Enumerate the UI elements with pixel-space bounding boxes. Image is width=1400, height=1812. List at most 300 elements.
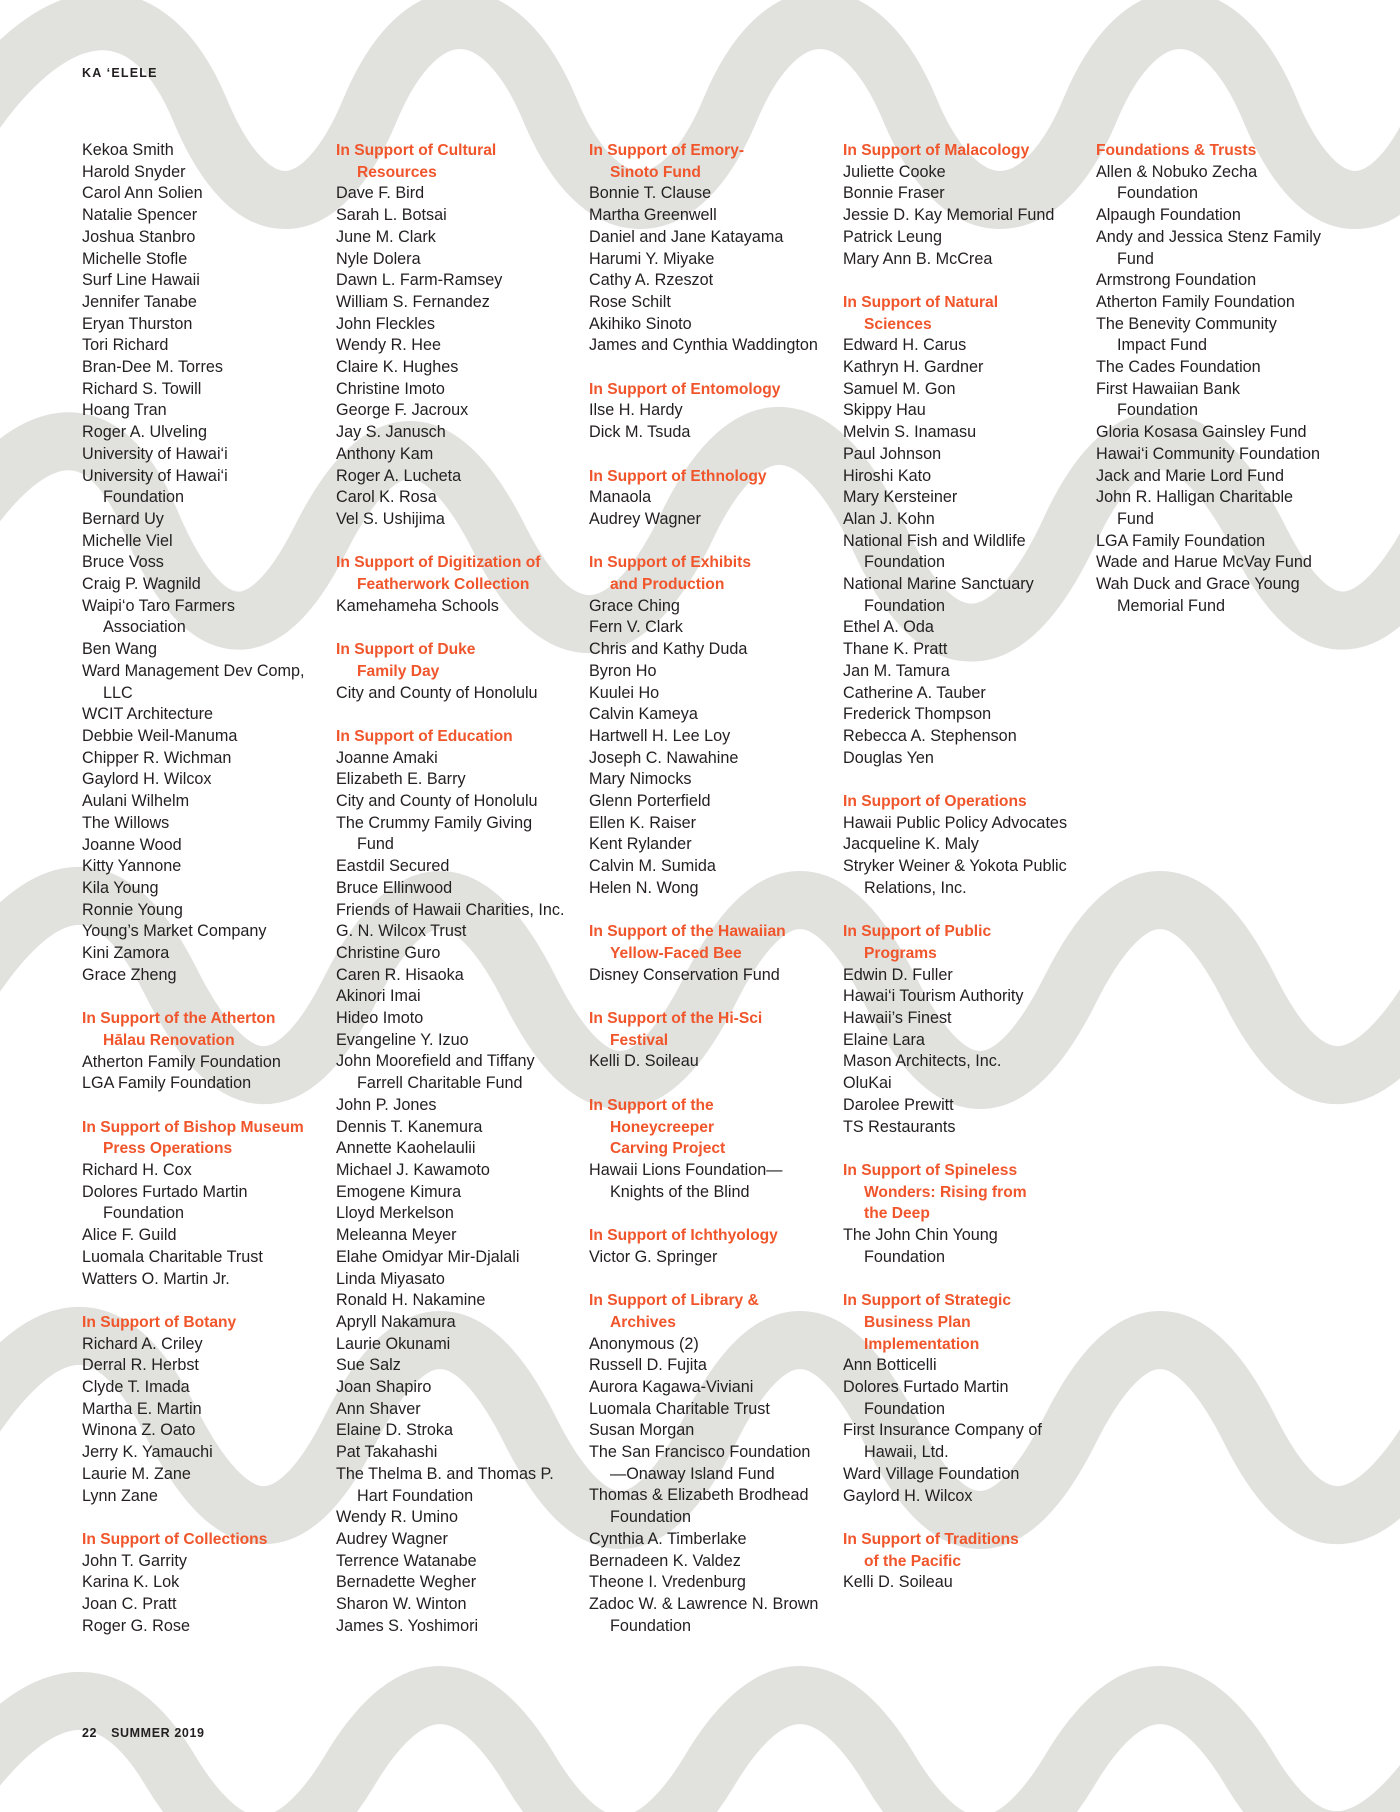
donor-name: Elaine D. Stroka <box>336 1421 453 1440</box>
section-spacer <box>589 1268 825 1290</box>
donor-name: Anonymous (2) <box>589 1334 699 1353</box>
section-heading: In Support of Bishop Museum <box>82 1118 304 1136</box>
donor-name-continued: Memorial Fund <box>1117 596 1225 615</box>
running-head: KA ‘ELELE <box>82 66 158 80</box>
section-spacer <box>336 531 572 553</box>
donor-name: Jan M. Tamura <box>843 661 950 680</box>
section-heading-continued: Press Operations <box>103 1140 233 1158</box>
donor-name: Manaola <box>589 488 652 507</box>
donor-name: Emogene Kimura <box>336 1182 462 1201</box>
donor-name: Wade and Harue McVay Fund <box>1096 553 1312 572</box>
donor-name: Claire K. Hughes <box>336 358 459 377</box>
donor-name-continued: Foundation <box>864 596 946 615</box>
section-heading-continued: Carving Project <box>610 1140 726 1158</box>
donor-name: Karina K. Lok <box>82 1573 180 1592</box>
donor-name: Harumi Y. Miyake <box>589 249 715 268</box>
donor-name: Victor G. Springer <box>589 1247 718 1266</box>
donor-name: Ben Wang <box>82 640 157 659</box>
donor-name: William S. Fernandez <box>336 292 490 311</box>
donor-name: Rose Schilt <box>589 292 671 311</box>
donor-name: Zadoc W. & Lawrence N. Brown <box>589 1594 819 1613</box>
section-spacer <box>336 617 572 639</box>
donor-name: The John Chin Young <box>843 1226 998 1245</box>
donor-name: James and Cynthia Waddington <box>589 336 818 355</box>
donor-name: Winona Z. Oato <box>82 1421 196 1440</box>
donor-name: Kuulei Ho <box>589 683 660 702</box>
donor-name: Alpaugh Foundation <box>1096 206 1241 225</box>
donor-name: Skippy Hau <box>843 401 926 420</box>
donor-name: Joanne Amaki <box>336 748 438 767</box>
donor-name: Clyde T. Imada <box>82 1378 190 1397</box>
section-heading-continued: Wonders: Rising from <box>864 1183 1027 1201</box>
section-spacer <box>82 1507 318 1529</box>
section-spacer <box>589 357 825 379</box>
donor-name: TS Restaurants <box>843 1117 956 1136</box>
donor-column-2 <box>336 140 572 1637</box>
donor-name: Linda Miyasato <box>336 1269 445 1288</box>
donor-name: Chipper R. Wichman <box>82 748 232 767</box>
donor-name-continued: Foundation <box>103 488 185 507</box>
donor-name-continued: Association <box>103 618 186 637</box>
donor-name: Alice F. Guild <box>82 1226 177 1245</box>
donor-name: University of Hawai‘i <box>82 466 228 485</box>
section-spacer <box>82 986 318 1008</box>
donor-name: Byron Ho <box>589 661 657 680</box>
donor-name: Wendy R. Hee <box>336 336 441 355</box>
donor-name: Sue Salz <box>336 1356 401 1375</box>
donor-name: The Cades Foundation <box>1096 358 1261 377</box>
donor-name: Dennis T. Kanemura <box>336 1117 483 1136</box>
section-heading: In Support of Traditions <box>843 1530 1019 1548</box>
donor-name: Hideo Imoto <box>336 1009 424 1028</box>
section-heading-continued: Honeycreeper <box>610 1118 715 1136</box>
section-heading-continued: Implementation <box>864 1335 980 1353</box>
donor-name: Grace Zheng <box>82 965 177 984</box>
donor-name: Roger A. Lucheta <box>336 466 462 485</box>
donor-name: Kelli D. Soileau <box>589 1052 699 1071</box>
donor-name: First Insurance Company of <box>843 1421 1042 1440</box>
donor-name: Waipi‘o Taro Farmers <box>82 596 235 615</box>
donor-name: Dick M. Tsuda <box>589 423 691 442</box>
section-spacer <box>589 531 825 553</box>
donor-name: Joan Shapiro <box>336 1378 432 1397</box>
donor-name: Bonnie Fraser <box>843 184 945 203</box>
donor-name: Hawai‘i Community Foundation <box>1096 444 1321 463</box>
donor-name: Caren R. Hisaoka <box>336 965 464 984</box>
donor-name: Bruce Ellinwood <box>336 878 453 897</box>
donor-name: Kamehameha Schools <box>336 596 499 615</box>
donor-name: The Thelma B. and Thomas P. <box>336 1464 554 1483</box>
section-heading: In Support of Public <box>843 923 992 941</box>
donor-name: Chris and Kathy Duda <box>589 640 748 659</box>
donor-name-continued: Foundation <box>864 1399 946 1418</box>
donor-name: Lynn Zane <box>82 1486 158 1505</box>
donor-name: Atherton Family Foundation <box>1096 292 1295 311</box>
donor-name: Christine Guro <box>336 943 441 962</box>
donor-name: Jack and Marie Lord Fund <box>1096 466 1285 485</box>
donor-name: Darolee Prewitt <box>843 1095 954 1114</box>
donor-name: The Crummy Family Giving <box>336 813 533 832</box>
section-heading-continued: Yellow-Faced Bee <box>610 944 742 962</box>
donor-name: Grace Ching <box>589 596 680 615</box>
donor-name-continued: Relations, Inc. <box>864 878 967 897</box>
donor-name: Laurie M. Zane <box>82 1464 191 1483</box>
donor-name: Dawn L. Farm-Ramsey <box>336 271 503 290</box>
donor-name: Anthony Kam <box>336 444 434 463</box>
page-number: 22 <box>82 1726 98 1740</box>
section-heading-continued: Resources <box>357 163 437 181</box>
donor-name: Apryll Nakamura <box>336 1312 456 1331</box>
donor-name: Juliette Cooke <box>843 162 946 181</box>
donor-name: Jay S. Janusch <box>336 423 446 442</box>
donor-name-continued: Hart Foundation <box>357 1486 474 1505</box>
donor-name: National Marine Sanctuary <box>843 575 1034 594</box>
donor-name: John Moorefield and Tiffany <box>336 1052 535 1071</box>
donor-name: Helen N. Wong <box>589 878 699 897</box>
section-heading: In Support of Natural <box>843 293 999 311</box>
section-heading: In Support of Botany <box>82 1313 237 1331</box>
donor-name: Glenn Porterfield <box>589 792 711 811</box>
donor-name-continued: Hawaii, Ltd. <box>864 1443 949 1462</box>
section-spacer <box>82 1290 318 1312</box>
section-heading: In Support of Duke <box>336 641 476 659</box>
donor-name: Paul Johnson <box>843 444 942 463</box>
donor-name: Audrey Wagner <box>589 509 701 528</box>
donor-name: Andy and Jessica Stenz Family <box>1096 227 1321 246</box>
section-heading: In Support of Strategic <box>843 1292 1012 1310</box>
donor-name: Richard A. Criley <box>82 1334 203 1353</box>
donor-name: Gaylord H. Wilcox <box>843 1486 973 1505</box>
donor-name: Watters O. Martin Jr. <box>82 1269 230 1288</box>
section-heading-continued: Family Day <box>357 662 440 680</box>
section-heading: In Support of Spineless <box>843 1161 1018 1179</box>
donor-name: Fern V. Clark <box>589 618 683 637</box>
section-spacer <box>589 986 825 1008</box>
section-heading-continued: Hālau Renovation <box>103 1031 235 1049</box>
donor-name: Russell D. Fujita <box>589 1356 707 1375</box>
section-spacer <box>589 900 825 922</box>
donor-name: Gloria Kosasa Gainsley Fund <box>1096 423 1307 442</box>
section-spacer <box>843 1138 1079 1160</box>
donor-name: G. N. Wilcox Trust <box>336 922 467 941</box>
donor-name: Audrey Wagner <box>336 1529 448 1548</box>
donor-name: Akinori Imai <box>336 987 421 1006</box>
donor-name: Laurie Okunami <box>336 1334 451 1353</box>
section-heading-continued: Festival <box>610 1031 669 1049</box>
donor-name: Bonnie T. Clause <box>589 184 712 203</box>
section-heading: In Support of Exhibits <box>589 554 751 572</box>
donor-name: Mary Nimocks <box>589 770 692 789</box>
section-heading: In Support of Emory- <box>589 142 745 159</box>
donor-name: Michael J. Kawamoto <box>336 1161 490 1179</box>
donor-name: Christine Imoto <box>336 379 445 398</box>
donor-name: Joseph C. Nawahine <box>589 748 739 767</box>
donor-name: Hawai‘i Tourism Authority <box>843 987 1024 1006</box>
donor-name: Hiroshi Kato <box>843 466 932 485</box>
donor-name: Ethel A. Oda <box>843 618 934 637</box>
donor-name: Bernadeen K. Valdez <box>589 1551 741 1570</box>
donor-name: Alan J. Kohn <box>843 509 935 528</box>
donor-name: Theone I. Vredenburg <box>589 1573 746 1592</box>
donor-name: Bernadette Wegher <box>336 1573 477 1592</box>
section-spacer <box>843 900 1079 922</box>
section-spacer <box>336 704 572 726</box>
section-heading: In Support of Entomology <box>589 380 781 398</box>
donor-name: Susan Morgan <box>589 1421 695 1440</box>
donor-name: Ward Management Dev Comp, <box>82 661 305 680</box>
donor-name: Allen & Nobuko Zecha <box>1096 162 1258 181</box>
donor-name: Patrick Leung <box>843 227 942 246</box>
donor-name-continued: Fund <box>357 835 394 854</box>
donor-name: Surf Line Hawaii <box>82 271 200 290</box>
donor-name: Michelle Stofle <box>82 249 188 268</box>
donor-name-continued: Knights of the Blind <box>610 1182 750 1201</box>
donor-name: James S. Yoshimori <box>336 1616 479 1635</box>
donor-name: Edward H. Carus <box>843 336 967 355</box>
donor-name: The Benevity Community <box>1096 314 1277 333</box>
section-heading-continued: Featherwork Collection <box>357 576 530 594</box>
section-heading-continued: of the Pacific <box>864 1552 962 1570</box>
donor-name: Dolores Furtado Martin <box>843 1378 1009 1396</box>
donor-name: Jennifer Tanabe <box>82 292 197 311</box>
section-heading: In Support of the Atherton <box>82 1010 276 1028</box>
section-heading: In Support of Education <box>336 727 513 745</box>
donor-name: Meleanna Meyer <box>336 1226 457 1245</box>
donor-name: Cathy A. Rzeszot <box>589 271 714 290</box>
donor-name: Elahe Omidyar Mir-Djalali <box>336 1247 520 1266</box>
donor-column-3 <box>589 140 825 1637</box>
donor-name: Jessie D. Kay Memorial Fund <box>843 206 1055 225</box>
section-spacer <box>843 769 1079 791</box>
donor-name: Aulani Wilhelm <box>82 792 190 811</box>
donor-name: June M. Clark <box>336 227 436 246</box>
donor-name: Terrence Watanabe <box>336 1551 477 1570</box>
donor-name: Thomas & Elizabeth Brodhead <box>589 1486 809 1505</box>
donor-name-continued: Foundation <box>610 1508 692 1527</box>
donor-name: City and County of Honolulu <box>336 683 538 702</box>
donor-name-continued: Foundation <box>1117 184 1199 203</box>
donor-name: LGA Family Foundation <box>82 1074 252 1093</box>
section-spacer <box>843 1507 1079 1529</box>
donor-name: Catherine A. Tauber <box>843 683 986 702</box>
section-heading: In Support of Library & <box>589 1292 759 1310</box>
donor-name-continued: Foundation <box>610 1616 692 1635</box>
section-heading: In Support of Cultural <box>336 142 497 159</box>
donor-name: Luomala Charitable Trust <box>589 1399 770 1418</box>
donor-name: Hawaii Public Policy Advocates <box>843 813 1068 832</box>
donor-name: Hawaii Lions Foundation— <box>589 1160 783 1179</box>
donor-name: City and County of Honolulu <box>336 792 538 811</box>
donor-name: Dave F. Bird <box>336 184 425 203</box>
section-spacer <box>843 270 1079 292</box>
donor-name: Young’s Market Company <box>82 922 267 941</box>
donor-name-continued: Foundation <box>1117 401 1199 420</box>
section-heading: Foundations & Trusts <box>1096 142 1257 159</box>
donor-name: Bran-Dee M. Torres <box>82 358 223 377</box>
section-spacer <box>843 1269 1079 1291</box>
donor-name: Daniel and Jane Katayama <box>589 227 784 246</box>
donor-name: LGA Family Foundation <box>1096 531 1266 550</box>
donor-name: Atherton Family Foundation <box>82 1052 281 1071</box>
section-heading-continued: Sinoto Fund <box>610 163 701 181</box>
section-heading: In Support of Operations <box>843 793 1027 811</box>
donor-name: Joan C. Pratt <box>82 1595 177 1614</box>
donor-name: Annette Kaohelaulii <box>336 1139 476 1158</box>
donor-name: Edwin D. Fuller <box>843 965 953 984</box>
donor-name: The Willows <box>82 813 170 832</box>
section-heading: In Support of Collections <box>82 1530 268 1548</box>
donor-name: Kathryn H. Gardner <box>843 358 984 377</box>
donor-name: Ann Botticelli <box>843 1356 937 1375</box>
donor-name: Roger A. Ulveling <box>82 423 208 442</box>
donor-name: Evangeline Y. Izuo <box>336 1030 469 1049</box>
donor-name: Pat Takahashi <box>336 1443 438 1462</box>
donor-name: Stryker Weiner & Yokota Public <box>843 857 1067 876</box>
donor-name: Akihiko Sinoto <box>589 314 692 333</box>
donor-name: Kitty Yannone <box>82 857 182 876</box>
donor-name: Joshua Stanbro <box>82 227 196 246</box>
donor-name: Mary Ann B. McCrea <box>843 249 993 268</box>
donor-name-continued: LLC <box>103 683 133 702</box>
donor-name-continued: Fund <box>1117 249 1154 268</box>
donor-name: Lloyd Merkelson <box>336 1204 454 1223</box>
donor-name: Elizabeth E. Barry <box>336 770 466 789</box>
donor-name: Wendy R. Umino <box>336 1508 459 1527</box>
donor-name-continued: Fund <box>1117 509 1154 528</box>
donor-name: Hawaii’s Finest <box>843 1009 952 1028</box>
donor-name: Sarah L. Botsai <box>336 206 447 225</box>
donor-name: Hartwell H. Lee Loy <box>589 726 731 745</box>
donor-name: Ann Shaver <box>336 1399 421 1418</box>
section-spacer <box>82 1095 318 1117</box>
section-heading: In Support of Ichthyology <box>589 1227 778 1245</box>
donor-name-continued: Foundation <box>864 1247 946 1266</box>
donor-name: Martha Greenwell <box>589 206 717 225</box>
section-heading-continued: Business Plan <box>864 1313 971 1331</box>
donor-name: Derral R. Herbst <box>82 1356 199 1375</box>
donor-name: National Fish and Wildlife <box>843 531 1026 550</box>
page-footer <box>82 1726 205 1740</box>
donor-name: Kila Young <box>82 878 159 897</box>
donor-name: Michelle Viel <box>82 531 173 550</box>
donor-name: Kekoa Smith <box>82 141 174 159</box>
donor-name: Craig P. Wagnild <box>82 575 201 594</box>
donor-name: Aurora Kagawa-Viviani <box>589 1377 754 1396</box>
donor-name: Gaylord H. Wilcox <box>82 770 212 789</box>
donor-name: Bruce Voss <box>82 553 164 572</box>
donor-name: Harold Snyder <box>82 162 186 181</box>
donor-name: Wah Duck and Grace Young <box>1096 575 1300 594</box>
section-heading: In Support of the <box>589 1096 714 1114</box>
donor-name: Richard H. Cox <box>82 1161 192 1180</box>
donor-name: Carol K. Rosa <box>336 488 437 507</box>
issue-label: SUMMER 2019 <box>111 1726 205 1740</box>
donor-name: Frederick Thompson <box>843 705 992 724</box>
donor-name: Tori Richard <box>82 336 169 355</box>
donor-name: Dolores Furtado Martin <box>82 1182 248 1201</box>
donor-name: Ilse H. Hardy <box>589 401 683 420</box>
donor-name: Ronnie Young <box>82 900 183 919</box>
section-heading-continued: Sciences <box>864 315 932 333</box>
section-heading-continued: and Production <box>610 576 725 594</box>
donor-name: Ward Village Foundation <box>843 1464 1020 1483</box>
section-heading: In Support of Digitization of <box>336 554 541 572</box>
section-heading-continued: Programs <box>864 944 937 962</box>
donor-name: Douglas Yen <box>843 748 934 767</box>
donor-name: The San Francisco Foundation <box>589 1443 811 1462</box>
donor-name: Roger G. Rose <box>82 1616 190 1635</box>
donor-name-continued: —Onaway Island Fund <box>610 1464 775 1483</box>
section-heading-continued: Archives <box>610 1313 676 1331</box>
donor-name: Natalie Spencer <box>82 206 198 225</box>
section-spacer <box>589 1073 825 1095</box>
donor-name: John P. Jones <box>336 1095 437 1114</box>
donor-name: Mason Architects, Inc. <box>843 1052 1002 1071</box>
donor-name: Cynthia A. Timberlake <box>589 1529 747 1548</box>
donor-name: University of Hawai‘i <box>82 444 228 463</box>
donor-name: Calvin M. Sumida <box>589 857 716 876</box>
donor-name: Kini Zamora <box>82 944 170 963</box>
donor-name: Disney Conservation Fund <box>589 965 780 984</box>
donor-name: Elaine Lara <box>843 1030 925 1049</box>
donor-column-5 <box>1096 140 1332 617</box>
donor-name: Eastdil Secured <box>336 857 450 876</box>
section-heading: In Support of Malacology <box>843 142 1030 159</box>
section-spacer <box>589 1203 825 1225</box>
donor-name: Armstrong Foundation <box>1096 271 1257 290</box>
donor-name-continued: Farrell Charitable Fund <box>357 1074 523 1093</box>
donor-name-continued: Foundation <box>103 1204 185 1223</box>
donor-name: Ellen K. Raiser <box>589 813 697 832</box>
donor-name: Calvin Kameya <box>589 705 698 724</box>
donor-name: Luomala Charitable Trust <box>82 1247 263 1266</box>
donor-name: Melvin S. Inamasu <box>843 423 977 442</box>
donor-name: John T. Garrity <box>82 1551 187 1570</box>
donor-name: WCIT Architecture <box>82 705 214 724</box>
donor-name: Kelli D. Soileau <box>843 1573 953 1592</box>
donor-name-continued: Foundation <box>864 553 946 572</box>
donor-name: OluKai <box>843 1074 892 1093</box>
donor-name: Richard S. Towill <box>82 379 202 398</box>
donor-name: Carol Ann Solien <box>82 184 203 203</box>
donor-name: Eryan Thurston <box>82 314 193 333</box>
donor-name: Samuel M. Gon <box>843 379 956 398</box>
donor-name: Sharon W. Winton <box>336 1595 467 1614</box>
donor-name: Ronald H. Nakamine <box>336 1291 486 1310</box>
donor-name: Rebecca A. Stephenson <box>843 726 1017 745</box>
donor-name: George F. Jacroux <box>336 401 469 420</box>
donor-name-continued: Impact Fund <box>1117 336 1207 355</box>
donor-name: Bernard Uy <box>82 509 164 528</box>
section-heading: In Support of the Hawaiian <box>589 923 786 941</box>
donor-name: John R. Halligan Charitable <box>1096 488 1294 507</box>
donor-name: Hoang Tran <box>82 401 167 420</box>
donor-column-4 <box>843 140 1079 1594</box>
donor-name: John Fleckles <box>336 314 435 333</box>
section-heading: In Support of Ethnology <box>589 467 767 485</box>
donor-name: Nyle Dolera <box>336 249 421 268</box>
donor-name: Jacqueline K. Maly <box>843 835 979 854</box>
section-spacer <box>589 444 825 466</box>
section-heading: In Support of the Hi-Sci <box>589 1010 763 1028</box>
section-heading-continued: the Deep <box>864 1205 930 1223</box>
donor-name: First Hawaiian Bank <box>1096 379 1240 398</box>
donor-column-1 <box>82 140 318 1637</box>
donor-name: Jerry K. Yamauchi <box>82 1443 213 1462</box>
donor-name: Thane K. Pratt <box>843 640 948 659</box>
donor-name: Kent Rylander <box>589 835 692 854</box>
donor-name: Vel S. Ushijima <box>336 509 445 528</box>
